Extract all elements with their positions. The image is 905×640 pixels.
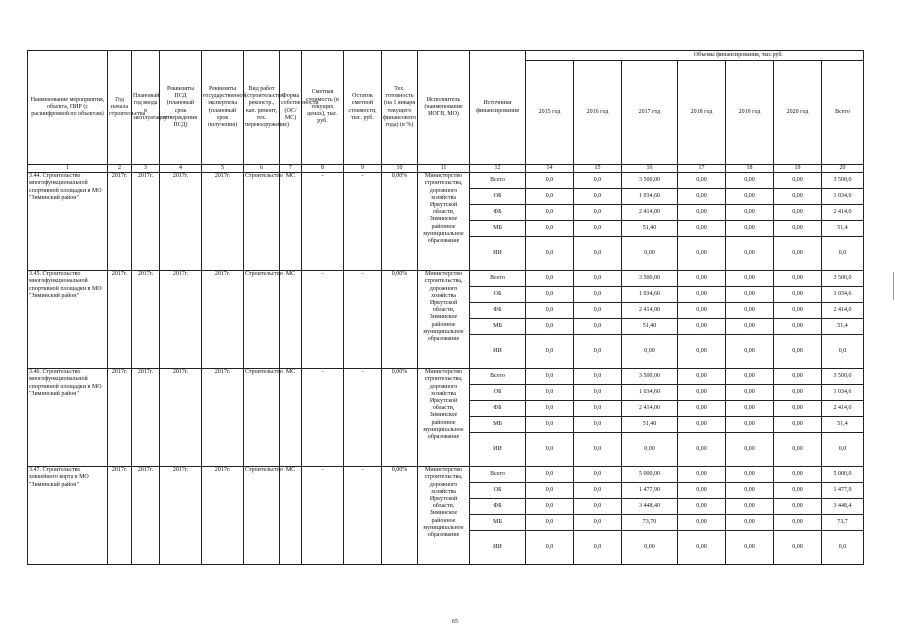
column-number: 10	[382, 165, 418, 173]
funding-value: 0,0	[574, 417, 622, 433]
funding-value: 0,00	[726, 385, 774, 401]
funding-value: 3 500,00	[622, 369, 678, 385]
funding-source: ИИ	[470, 531, 526, 565]
remaining-cost: -	[344, 271, 382, 369]
header-year-6: Всего	[822, 61, 864, 165]
funding-value: 0,00	[774, 401, 822, 417]
header-work-type: Вид работ (строительство, реконстр., кап. ремонт, тех. перевооружение)	[244, 51, 280, 165]
expertise-date: 2017г.	[202, 173, 244, 271]
header-expertise: Реквизиты государственной экспертизы (плановый срок получения)	[202, 51, 244, 165]
funding-value: 0,0	[574, 205, 622, 221]
funding-value: 0,0	[822, 531, 864, 565]
funding-value: 0,00	[774, 335, 822, 369]
funding-value: 0,0	[574, 499, 622, 515]
remaining-cost: -	[344, 173, 382, 271]
column-number: 17	[678, 165, 726, 173]
funding-value: 0,00	[726, 369, 774, 385]
column-number: 16	[622, 165, 678, 173]
executor: Министерство строительства, дорожного хозяйства Иркутской области, Зиминское районное муниципальное образование	[418, 271, 470, 369]
funding-value: 0,0	[526, 369, 574, 385]
funding-value: 0,0	[574, 531, 622, 565]
object-name: 3.46. Строительство многофункциональной спортивной площадки в МО "Зиминский район"	[28, 369, 108, 467]
executor: Министерство строительства, дорожного хозяйства Иркутской области, Зиминское районное муниципальное образование	[418, 173, 470, 271]
column-number: 14	[526, 165, 574, 173]
funding-source: ИИ	[470, 433, 526, 467]
funding-value: 0,00	[678, 417, 726, 433]
funding-value: 0,00	[774, 433, 822, 467]
column-number: 1	[28, 165, 108, 173]
funding-value: 1 034,6	[822, 287, 864, 303]
column-number: 18	[726, 165, 774, 173]
column-number: 15	[574, 165, 622, 173]
funding-value: 0,00	[726, 303, 774, 319]
funding-value: 0,0	[526, 531, 574, 565]
funding-value: 0,00	[678, 335, 726, 369]
funding-value: 0,00	[726, 189, 774, 205]
funding-value: 0,00	[726, 221, 774, 237]
funding-value: 0,0	[574, 287, 622, 303]
funding-value: 1 477,9	[822, 483, 864, 499]
object-name: 3.44. Строительство многофункциональной спортивной площадки в МО "Зиминский район"	[28, 173, 108, 271]
funding-value: 51,40	[622, 221, 678, 237]
funding-value: 3 500,00	[622, 173, 678, 189]
header-ownership: Форма собственности (ОС/МС)	[280, 51, 302, 165]
funding-value: 0,00	[726, 417, 774, 433]
ownership: МС	[280, 271, 302, 369]
column-number: 9	[344, 165, 382, 173]
start-year: 2017г.	[108, 271, 132, 369]
funding-value: 0,0	[822, 335, 864, 369]
funding-value: 0,00	[726, 205, 774, 221]
funding-value: 51,40	[622, 417, 678, 433]
column-number: 11	[418, 165, 470, 173]
funding-value: 0,00	[726, 531, 774, 565]
funding-value: 3 500,0	[822, 271, 864, 287]
funding-value: 1 034,6	[822, 385, 864, 401]
ownership: МС	[280, 467, 302, 565]
funding-source: ОБ	[470, 483, 526, 499]
funding-value: 0,0	[526, 303, 574, 319]
work-type: Строительство	[244, 467, 280, 565]
header-plan-year: Плановый год ввода в эксплуатацию	[132, 51, 160, 165]
funding-value: 0,00	[678, 499, 726, 515]
funding-value: 0,00	[678, 467, 726, 483]
executor: Министерство строительства, дорожного хозяйства Иркутской области, Зиминское районное муниципальное образование	[418, 467, 470, 565]
funding-value: 0,00	[774, 221, 822, 237]
funding-value: 0,00	[622, 433, 678, 467]
funding-source: Всего	[470, 173, 526, 189]
funding-value: 5 000,0	[822, 467, 864, 483]
readiness: 0,00%	[382, 271, 418, 369]
funding-value: 0,00	[622, 335, 678, 369]
funding-value: 51,4	[822, 319, 864, 335]
funding-value: 51,40	[622, 319, 678, 335]
column-number: 19	[774, 165, 822, 173]
funding-source: Всего	[470, 271, 526, 287]
table-row	[28, 173, 864, 189]
funding-source: ФБ	[470, 401, 526, 417]
funding-value: 0,00	[774, 173, 822, 189]
funding-value: 0,0	[574, 369, 622, 385]
scan-mark	[893, 272, 894, 300]
funding-value: 0,0	[574, 515, 622, 531]
document-page	[27, 50, 863, 565]
column-number: 8	[302, 165, 344, 173]
funding-value: 0,00	[774, 499, 822, 515]
column-number: 6	[244, 165, 280, 173]
funding-value: 0,00	[678, 205, 726, 221]
psd-date: 2017г.	[160, 369, 202, 467]
readiness: 0,00%	[382, 369, 418, 467]
funding-value: 0,00	[774, 205, 822, 221]
funding-value: 0,0	[574, 221, 622, 237]
estimated-cost: -	[302, 271, 344, 369]
psd-date: 2017г.	[160, 467, 202, 565]
estimated-cost: -	[302, 369, 344, 467]
funding-value: 0,0	[574, 401, 622, 417]
funding-value: 0,00	[726, 499, 774, 515]
funding-source: ИИ	[470, 335, 526, 369]
funding-value: 1 477,90	[622, 483, 678, 499]
funding-value: 0,00	[774, 467, 822, 483]
column-number: 4	[160, 165, 202, 173]
funding-value: 0,0	[574, 237, 622, 271]
funding-value: 0,00	[774, 303, 822, 319]
funding-value: 0,00	[726, 287, 774, 303]
funding-value: 0,0	[526, 221, 574, 237]
funding-source: ФБ	[470, 205, 526, 221]
psd-date: 2017г.	[160, 173, 202, 271]
plan-year: 2017г.	[132, 369, 160, 467]
funding-value: 2 414,0	[822, 303, 864, 319]
funding-value: 0,00	[774, 483, 822, 499]
column-number: 5	[202, 165, 244, 173]
funding-value: 0,0	[526, 515, 574, 531]
header-name: Наименование мероприятия, объекта, ПИР (с расшифровкой по объектам)	[28, 51, 108, 165]
plan-year: 2017г.	[132, 467, 160, 565]
funding-value: 0,0	[574, 433, 622, 467]
header-year-1: 2016 год	[574, 61, 622, 165]
remaining-cost: -	[344, 467, 382, 565]
header-psd: Реквизиты ПСД (плановый срок утверждения ПСД)	[160, 51, 202, 165]
funding-value: 73,70	[622, 515, 678, 531]
header-year-4: 2019 год	[726, 61, 774, 165]
funding-value: 0,00	[622, 237, 678, 271]
funding-value: 0,00	[774, 369, 822, 385]
funding-value: 0,0	[574, 189, 622, 205]
header-year-3: 2018 год	[678, 61, 726, 165]
funding-value: 3 448,4	[822, 499, 864, 515]
start-year: 2017г.	[108, 369, 132, 467]
financing-table	[27, 50, 864, 565]
start-year: 2017г.	[108, 467, 132, 565]
funding-value: 0,0	[822, 433, 864, 467]
funding-value: 0,0	[526, 237, 574, 271]
funding-value: 0,0	[574, 319, 622, 335]
funding-value: 0,0	[526, 433, 574, 467]
expertise-date: 2017г.	[202, 467, 244, 565]
funding-value: 0,0	[526, 319, 574, 335]
readiness: 0,00%	[382, 173, 418, 271]
estimated-cost: -	[302, 467, 344, 565]
funding-value: 0,00	[726, 271, 774, 287]
funding-value: 0,00	[774, 417, 822, 433]
column-number: 3	[132, 165, 160, 173]
header-remaining-cost: Остаток сметной стоимости, тыс. руб.	[344, 51, 382, 165]
column-number: 7	[280, 165, 302, 173]
funding-value: 0,0	[526, 271, 574, 287]
funding-value: 0,00	[726, 237, 774, 271]
funding-value: 1 034,60	[622, 287, 678, 303]
funding-value: 0,00	[774, 189, 822, 205]
expertise-date: 2017г.	[202, 369, 244, 467]
funding-value: 2 414,00	[622, 401, 678, 417]
header-executor: Исполнитель (наименование ИОГВ, МО)	[418, 51, 470, 165]
header-sources: Источники финансирования	[470, 51, 526, 165]
funding-value: 0,0	[574, 385, 622, 401]
start-year: 2017г.	[108, 173, 132, 271]
funding-value: 0,00	[726, 515, 774, 531]
funding-value: 0,00	[622, 531, 678, 565]
plan-year: 2017г.	[132, 271, 160, 369]
table-header	[28, 51, 864, 173]
funding-value: 0,00	[678, 483, 726, 499]
funding-source: Всего	[470, 467, 526, 483]
funding-value: 0,00	[678, 271, 726, 287]
funding-value: 0,00	[678, 319, 726, 335]
funding-value: 0,00	[678, 433, 726, 467]
funding-value: 3 500,0	[822, 173, 864, 189]
table-body	[28, 173, 864, 565]
funding-value: 0,0	[526, 467, 574, 483]
header-year-2: 2017 год	[622, 61, 678, 165]
work-type: Строительство	[244, 369, 280, 467]
object-name: 3.45. Строительство многофункциональной спортивной площадки в МО "Зиминский район"	[28, 271, 108, 369]
table-row	[28, 467, 864, 483]
header-start-year: Год начала строительства	[108, 51, 132, 165]
funding-value: 51,4	[822, 221, 864, 237]
funding-source: ОБ	[470, 189, 526, 205]
funding-value: 0,00	[678, 531, 726, 565]
readiness: 0,00%	[382, 467, 418, 565]
executor: Министерство строительства, дорожного хозяйства Иркутской области, Зиминское районное муниципальное образование	[418, 369, 470, 467]
funding-value: 0,00	[678, 401, 726, 417]
funding-value: 0,00	[774, 531, 822, 565]
funding-value: 0,0	[526, 483, 574, 499]
funding-value: 73,7	[822, 515, 864, 531]
expertise-date: 2017г.	[202, 271, 244, 369]
funding-value: 0,00	[678, 221, 726, 237]
table-row	[28, 369, 864, 385]
funding-value: 3 500,00	[622, 271, 678, 287]
funding-value: 0,0	[574, 467, 622, 483]
funding-source: ИИ	[470, 237, 526, 271]
funding-source: МБ	[470, 221, 526, 237]
page-number: 65	[452, 619, 458, 625]
estimated-cost: -	[302, 173, 344, 271]
funding-value: 0,00	[726, 467, 774, 483]
funding-value: 0,00	[774, 287, 822, 303]
funding-value: 0,00	[726, 401, 774, 417]
object-name: 3.47. Строительство хоккейного корта в МО "Зиминский район"	[28, 467, 108, 565]
funding-value: 0,0	[822, 237, 864, 271]
funding-value: 0,0	[574, 271, 622, 287]
funding-value: 2 414,0	[822, 401, 864, 417]
funding-value: 0,00	[678, 385, 726, 401]
work-type: Строительство	[244, 271, 280, 369]
funding-value: 0,00	[678, 515, 726, 531]
funding-source: ОБ	[470, 385, 526, 401]
funding-value: 1 034,60	[622, 385, 678, 401]
remaining-cost: -	[344, 369, 382, 467]
funding-source: МБ	[470, 417, 526, 433]
funding-value: 0,00	[774, 237, 822, 271]
funding-value: 1 034,6	[822, 189, 864, 205]
funding-value: 0,00	[726, 335, 774, 369]
funding-value: 0,0	[526, 401, 574, 417]
funding-value: 0,00	[774, 385, 822, 401]
funding-value: 0,00	[678, 189, 726, 205]
funding-value: 0,0	[526, 205, 574, 221]
funding-value: 0,0	[526, 385, 574, 401]
funding-value: 0,00	[678, 369, 726, 385]
funding-value: 0,00	[678, 237, 726, 271]
funding-value: 3 448,40	[622, 499, 678, 515]
ownership: МС	[280, 173, 302, 271]
funding-value: 5 000,00	[622, 467, 678, 483]
funding-value: 0,00	[726, 433, 774, 467]
funding-value: 0,0	[574, 335, 622, 369]
funding-value: 0,0	[526, 173, 574, 189]
header-year-5: 2020 год	[774, 61, 822, 165]
plan-year: 2017г.	[132, 173, 160, 271]
ownership: МС	[280, 369, 302, 467]
funding-value: 0,0	[574, 173, 622, 189]
funding-value: 0,0	[526, 417, 574, 433]
funding-value: 2 414,00	[622, 205, 678, 221]
funding-source: МБ	[470, 515, 526, 531]
funding-value: 2 414,00	[622, 303, 678, 319]
funding-value: 0,0	[574, 483, 622, 499]
table-row	[28, 271, 864, 287]
funding-value: 1 034,60	[622, 189, 678, 205]
column-number: 12	[470, 165, 526, 173]
funding-value: 0,00	[678, 303, 726, 319]
funding-source: МБ	[470, 319, 526, 335]
work-type: Строительство	[244, 173, 280, 271]
funding-value: 0,0	[526, 189, 574, 205]
funding-value: 2 414,0	[822, 205, 864, 221]
header-financing-group: Объемы финансирования, тыс.руб.	[526, 51, 864, 61]
column-number: 2	[108, 165, 132, 173]
header-readiness: Тех. готовность (на 1 января текущего финансового года) (в %)	[382, 51, 418, 165]
funding-value: 0,00	[678, 287, 726, 303]
funding-source: Всего	[470, 369, 526, 385]
funding-value: 0,00	[726, 319, 774, 335]
funding-source: ОБ	[470, 287, 526, 303]
funding-value: 0,00	[774, 515, 822, 531]
header-estimated-cost: Сметная стоимость (в текущих ценах), тыс. руб.	[302, 51, 344, 165]
funding-value: 0,0	[526, 287, 574, 303]
funding-value: 0,00	[726, 173, 774, 189]
column-number: 20	[822, 165, 864, 173]
funding-value: 0,0	[526, 335, 574, 369]
funding-source: ФБ	[470, 303, 526, 319]
funding-source: ФБ	[470, 499, 526, 515]
funding-value: 0,00	[774, 319, 822, 335]
funding-value: 3 500,0	[822, 369, 864, 385]
funding-value: 0,00	[726, 483, 774, 499]
funding-value: 51,4	[822, 417, 864, 433]
funding-value: 0,0	[526, 499, 574, 515]
funding-value: 0,00	[774, 271, 822, 287]
funding-value: 0,00	[678, 173, 726, 189]
funding-value: 0,0	[574, 303, 622, 319]
header-year-0: 2015 год	[526, 61, 574, 165]
psd-date: 2017г.	[160, 271, 202, 369]
